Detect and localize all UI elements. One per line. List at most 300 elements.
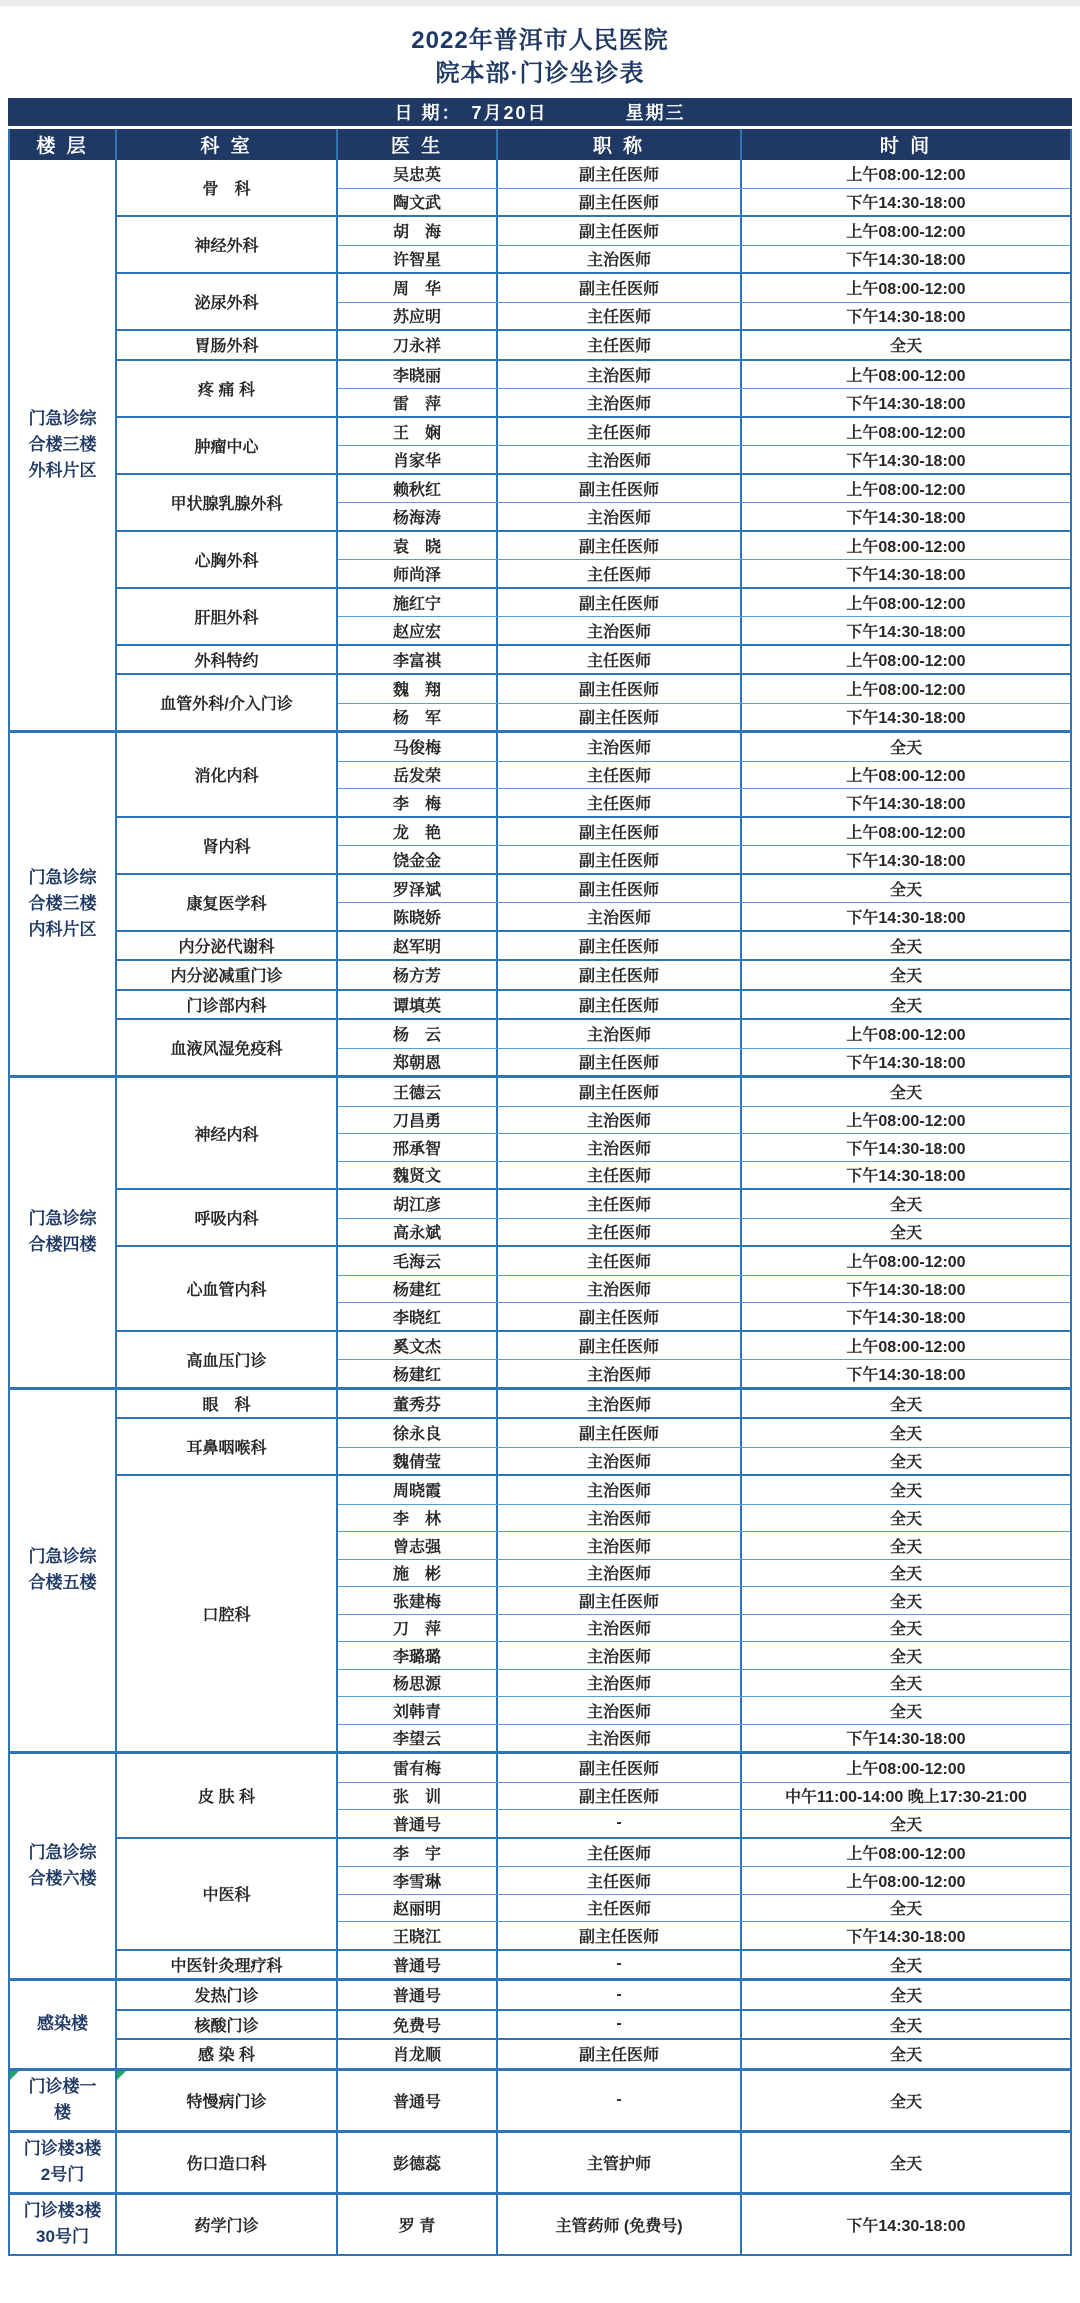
doctor-title-cell: 主任医师	[498, 1162, 742, 1189]
doctor-title-cell: 主任医师	[498, 1247, 742, 1275]
date-label: 日 期：	[394, 103, 462, 123]
doctor-time-cell: 下午14:30-18:00	[846, 452, 966, 470]
floor-cell	[10, 1390, 117, 1752]
doctor-name-cell: 周晓霞	[338, 1476, 498, 1504]
doctor-time-cell: 上午08:00-12:00	[846, 1873, 966, 1891]
doctor-title-cell: 主任医师	[498, 1867, 742, 1894]
doctor-time-cell: 全天	[889, 338, 922, 356]
doctor-time-cell: 全天	[889, 1483, 922, 1501]
department-row	[117, 160, 1070, 215]
doctor-name-cell: 邢承智	[338, 1134, 498, 1161]
floor-section	[10, 160, 1070, 730]
doctor-row	[338, 1302, 1070, 1330]
doctor-time-cell: 下午14:30-18:00	[846, 1731, 966, 1749]
doctor-time-cell: 下午14:30-18:00	[846, 1928, 966, 1946]
doctor-name-cell: 吴忠英	[338, 160, 498, 188]
departments-group	[117, 1078, 1070, 1387]
department-cell: 呼吸内科	[117, 1190, 338, 1245]
floor-label-line: 合楼六楼	[28, 1869, 97, 1888]
doctor-name-cell: 杨 云	[338, 1020, 498, 1048]
doctor-name-cell: 刀昌勇	[338, 1107, 498, 1134]
department-row	[117, 1474, 1070, 1751]
doctor-title-cell: 副主任医师	[498, 961, 742, 989]
doctor-row	[338, 1696, 1070, 1724]
department-cell: 中医科	[117, 1839, 338, 1949]
doctor-row	[338, 1247, 1070, 1275]
department-row	[117, 1390, 1070, 1418]
doctor-row	[338, 932, 1070, 960]
department-row	[117, 1417, 1070, 1474]
doctor-row	[338, 845, 1070, 873]
doctor-name-cell: 魏倩莹	[338, 1448, 498, 1475]
floor-cell	[10, 1754, 117, 1978]
department-cell: 疼 痛 科	[117, 361, 338, 416]
page-top-edge	[0, 0, 1080, 6]
doctor-title-cell: 主治医师	[498, 1670, 742, 1697]
doctor-time-cell: 全天	[889, 1957, 922, 1975]
doctor-title-cell: 副主任医师	[498, 1754, 742, 1782]
doctor-row	[338, 646, 1070, 674]
doctor-time-cell: 全天	[889, 1197, 922, 1215]
doctor-time-cell: 上午08:00-12:00	[846, 367, 966, 385]
floor-section	[10, 1978, 1070, 2068]
floor-section	[10, 730, 1070, 1075]
doctor-name-cell: 普通号	[338, 2071, 498, 2130]
doctor-title-cell: -	[498, 2071, 742, 2130]
doctor-name-cell: 龙 艳	[338, 818, 498, 846]
doctor-title-cell: 主任医师	[498, 1219, 742, 1246]
doctor-name-cell: 刘韩青	[338, 1697, 498, 1724]
doctor-time-cell: 全天	[889, 968, 922, 986]
doctor-time-cell: 全天	[889, 1816, 922, 1834]
department-row	[117, 416, 1070, 473]
doctor-row	[338, 1106, 1070, 1134]
doctor-time-cell: 下午14:30-18:00	[846, 795, 966, 813]
floor-label-line: 楼	[54, 2103, 71, 2122]
doctor-row	[338, 1839, 1070, 1867]
doctor-row	[338, 532, 1070, 560]
floor-label-line: 门诊楼一	[28, 2077, 97, 2096]
doctor-title-cell: 主任医师	[498, 331, 742, 359]
doctor-name-cell: 杨思源	[338, 1670, 498, 1697]
doctor-name-cell: 王晓江	[338, 1922, 498, 1949]
departments-group	[117, 2133, 1070, 2192]
doctor-name-cell: 普通号	[338, 1981, 498, 2009]
doctors-group	[338, 160, 1070, 215]
doctor-title-cell: 主任医师	[498, 1839, 742, 1867]
department-row	[117, 1018, 1070, 1075]
doctor-title-cell: -	[498, 1951, 742, 1979]
doctor-row	[338, 961, 1070, 989]
doctor-title-cell: 副主任医师	[498, 1078, 742, 1106]
doctor-time-cell: 上午08:00-12:00	[846, 1845, 966, 1863]
doctor-name-cell: 李晓红	[338, 1303, 498, 1330]
doctor-row	[338, 502, 1070, 530]
doctor-time-cell: 上午08:00-12:00	[846, 768, 966, 786]
doctor-time-cell: 中午11:00-14:00 晚上17:30-21:00	[785, 1789, 1027, 1807]
doctor-time-cell: 下午14:30-18:00	[846, 1140, 966, 1158]
doctor-name-cell: 徐永良	[338, 1419, 498, 1447]
doctor-row	[338, 1218, 1070, 1246]
doctors-group	[338, 2011, 1070, 2039]
floor-label-line: 门急诊综	[28, 1209, 97, 1229]
doctor-title-cell: 副主任医师	[498, 532, 742, 560]
doctor-title-cell: 主治医师	[498, 1360, 742, 1387]
doctors-group	[338, 217, 1070, 272]
doctor-row	[338, 1724, 1070, 1752]
doctor-title-cell: 主治医师	[498, 1725, 742, 1752]
header-department: 科 室	[117, 129, 338, 160]
floor-label-line: 外科片区	[28, 461, 97, 480]
doctor-row	[338, 902, 1070, 930]
floor-cell	[10, 733, 117, 1075]
doctor-time-cell: 全天	[889, 1648, 922, 1666]
doctor-time-cell: 全天	[889, 2155, 922, 2173]
doctor-title-cell: 副主任医师	[498, 1587, 742, 1614]
doctor-row	[338, 1190, 1070, 1218]
doctor-row	[338, 1586, 1070, 1614]
doctor-row	[338, 1981, 1070, 2009]
doctor-name-cell: 谭填英	[338, 991, 498, 1019]
department-cell: 眼 科	[117, 1390, 338, 1418]
department-row	[117, 1981, 1070, 2009]
doctor-row	[338, 1531, 1070, 1559]
doctor-title-cell: 主治医师	[498, 1107, 742, 1134]
doctor-title-cell: 主治医师	[498, 1615, 742, 1642]
floor-section	[10, 2192, 1070, 2254]
doctor-time-cell: 下午14:30-18:00	[846, 1055, 966, 1073]
doctor-row	[338, 1275, 1070, 1303]
department-row	[117, 989, 1070, 1019]
doctors-group	[338, 1981, 1070, 2009]
doctor-row	[338, 1951, 1070, 1979]
doctor-row	[338, 761, 1070, 789]
doctors-group	[338, 991, 1070, 1019]
department-cell: 内分泌代谢科	[117, 932, 338, 960]
doctor-row	[338, 875, 1070, 903]
department-cell: 泌尿外科	[117, 274, 338, 329]
doctor-name-cell: 肖家华	[338, 446, 498, 473]
doctor-row	[338, 388, 1070, 416]
doctors-group	[338, 733, 1070, 816]
floor-label-line: 内科片区	[28, 920, 97, 939]
doctor-row	[338, 2071, 1070, 2130]
department-cell: 感 染 科	[117, 2040, 338, 2068]
departments-group	[117, 160, 1070, 730]
doctor-title-cell: 副主任医师	[498, 475, 742, 503]
doctor-row	[338, 475, 1070, 503]
floor-label-line: 30号门	[36, 2227, 89, 2246]
doctor-name-cell: 王 娴	[338, 418, 498, 446]
doctor-name-cell: 董秀芬	[338, 1390, 498, 1418]
department-row	[117, 816, 1070, 873]
floor-cell	[10, 2071, 117, 2130]
department-cell: 高血压门诊	[117, 1332, 338, 1387]
floor-label-line: 合楼四楼	[28, 1235, 97, 1255]
doctor-name-cell: 高永斌	[338, 1219, 498, 1246]
doctors-group	[338, 1190, 1070, 1245]
doctor-name-cell: 张 训	[338, 1783, 498, 1810]
departments-group	[117, 1390, 1070, 1752]
doctor-name-cell: 雷 萍	[338, 389, 498, 416]
doctor-time-cell: 全天	[889, 2017, 922, 2035]
table-header-row	[10, 129, 1070, 160]
department-row	[117, 2009, 1070, 2039]
doctor-row	[338, 188, 1070, 216]
doctor-title-cell: 主治医师	[498, 1476, 742, 1504]
doctor-row	[338, 445, 1070, 473]
doctors-group	[338, 331, 1070, 359]
hospital-title-line1: 2022年普洱市人民医院	[411, 27, 669, 54]
doctor-title-cell: 主治医师	[498, 1276, 742, 1303]
doctor-time-cell: 全天	[889, 2093, 922, 2111]
doctor-time-cell: 上午08:00-12:00	[846, 1338, 966, 1356]
doctor-name-cell: 杨 军	[338, 704, 498, 731]
date-bar	[8, 98, 1072, 126]
doctor-row	[338, 788, 1070, 816]
doctor-title-cell: 主任医师	[498, 789, 742, 816]
doctor-row	[338, 160, 1070, 188]
doctor-name-cell: 赵丽明	[338, 1895, 498, 1922]
doctors-group	[338, 1476, 1070, 1751]
doctor-time-cell: 全天	[889, 881, 922, 899]
doctor-time-cell: 上午08:00-12:00	[846, 682, 966, 700]
doctor-row	[338, 1782, 1070, 1810]
doctor-title-cell: 副主任医师	[498, 274, 742, 302]
doctor-title-cell: 主管药师 (免费号)	[498, 2195, 742, 2254]
department-cell: 神经外科	[117, 217, 338, 272]
doctor-row	[338, 733, 1070, 761]
doctor-time-cell: 下午14:30-18:00	[846, 252, 966, 270]
department-row	[117, 215, 1070, 272]
doctor-row	[338, 331, 1070, 359]
doctor-title-cell: -	[498, 1981, 742, 2009]
doctors-group	[338, 532, 1070, 587]
doctor-name-cell: 杨方芳	[338, 961, 498, 989]
floor-label-line: 合楼五楼	[28, 1573, 97, 1593]
doctor-time-cell: 上午08:00-12:00	[846, 481, 966, 499]
doctor-title-cell: 副主任医师	[498, 2040, 742, 2068]
doctor-row	[338, 1504, 1070, 1532]
doctor-time-cell: 上午08:00-12:00	[846, 424, 966, 442]
doctor-title-cell: 副主任医师	[498, 1332, 742, 1360]
doctor-title-cell: 主任医师	[498, 646, 742, 674]
doctors-group	[338, 818, 1070, 873]
doctors-group	[338, 589, 1070, 644]
department-cell: 耳鼻咽喉科	[117, 1419, 338, 1474]
doctor-time-cell: 下午14:30-18:00	[846, 509, 966, 527]
doctor-time-cell: 全天	[889, 1988, 922, 2006]
department-row	[117, 329, 1070, 359]
doctor-time-cell: 全天	[889, 1225, 922, 1243]
doctor-title-cell: 副主任医师	[498, 1303, 742, 1330]
schedule-table	[8, 129, 1072, 2256]
department-row	[117, 2038, 1070, 2068]
doctor-title-cell: 副主任医师	[498, 189, 742, 216]
department-row	[117, 733, 1070, 816]
doctor-time-cell: 上午08:00-12:00	[846, 595, 966, 613]
doctor-row	[338, 1754, 1070, 1782]
floor-section	[10, 1387, 1070, 1752]
doctor-name-cell: 陶文武	[338, 189, 498, 216]
floor-label-line: 2号门	[40, 2165, 85, 2184]
floor-label-line: 门急诊综	[28, 1547, 97, 1567]
doctor-name-cell: 赖秋红	[338, 475, 498, 503]
doctors-group	[338, 1754, 1070, 1837]
departments-group	[117, 733, 1070, 1075]
department-cell: 特慢病门诊	[117, 2071, 338, 2130]
doctor-row	[338, 675, 1070, 703]
doctors-group	[338, 361, 1070, 416]
floor-label-line: 感染楼	[37, 2014, 88, 2034]
doctors-group	[338, 274, 1070, 329]
doctor-time-cell: 下午14:30-18:00	[846, 1309, 966, 1327]
doctor-row	[338, 559, 1070, 587]
department-cell: 皮 肤 科	[117, 1754, 338, 1837]
doctor-time-cell: 下午14:30-18:00	[846, 395, 966, 413]
doctor-name-cell: 李 梅	[338, 789, 498, 816]
doctor-name-cell: 免费号	[338, 2011, 498, 2039]
doctor-title-cell: 副主任医师	[498, 160, 742, 188]
doctor-title-cell: 主任医师	[498, 1895, 742, 1922]
doctor-time-cell: 上午08:00-12:00	[846, 281, 966, 299]
doctor-title-cell: 副主任医师	[498, 1922, 742, 1949]
floor-cell	[10, 2133, 117, 2192]
department-cell: 骨 科	[117, 160, 338, 215]
doctors-group	[338, 1247, 1070, 1330]
doctor-time-cell: 全天	[889, 1426, 922, 1444]
doctor-title-cell: 主治医师	[498, 1448, 742, 1475]
weekday-value: 星期三	[625, 103, 686, 123]
doctor-name-cell: 李富祺	[338, 646, 498, 674]
hospital-title-line2: 院本部·门诊坐诊表	[435, 60, 645, 87]
department-cell: 血管外科/介入门诊	[117, 675, 338, 730]
doctors-group	[338, 1078, 1070, 1188]
doctor-row	[338, 1133, 1070, 1161]
doctor-row	[338, 703, 1070, 731]
department-cell: 伤口造口科	[117, 2133, 338, 2192]
header-doctor: 医 生	[338, 129, 498, 160]
doctor-title-cell: 副主任医师	[498, 932, 742, 960]
doctor-name-cell: 郑朝恩	[338, 1049, 498, 1076]
doctor-row	[338, 1921, 1070, 1949]
doctor-title-cell: 主治医师	[498, 503, 742, 530]
doctor-name-cell: 饶金金	[338, 846, 498, 873]
doctor-row	[338, 2040, 1070, 2068]
doctors-group	[338, 1020, 1070, 1075]
doctor-title-cell: 主治医师	[498, 1560, 742, 1587]
doctor-time-cell: 全天	[889, 1538, 922, 1556]
doctor-row	[338, 616, 1070, 644]
doctor-time-cell: 全天	[889, 1454, 922, 1472]
doctors-group	[338, 675, 1070, 730]
doctor-row	[338, 1419, 1070, 1447]
doctor-row	[338, 1894, 1070, 1922]
department-cell: 甲状腺乳腺外科	[117, 475, 338, 530]
doctor-name-cell: 刀永祥	[338, 331, 498, 359]
department-row	[117, 673, 1070, 730]
doctor-name-cell: 胡 海	[338, 217, 498, 245]
doctor-time-cell: 上午08:00-12:00	[846, 1254, 966, 1272]
floor-cell	[10, 1078, 117, 1387]
department-row	[117, 1754, 1070, 1837]
doctor-title-cell: 副主任医师	[498, 217, 742, 245]
doctor-time-cell: 全天	[889, 2047, 922, 2065]
doctors-group	[338, 1419, 1070, 1474]
doctor-name-cell: 李望云	[338, 1725, 498, 1752]
doctor-time-cell: 下午14:30-18:00	[846, 623, 966, 641]
department-cell: 药学门诊	[117, 2195, 338, 2254]
date-value: 7月20日	[471, 103, 548, 123]
doctor-name-cell: 魏贤文	[338, 1162, 498, 1189]
department-cell: 内分泌减重门诊	[117, 961, 338, 989]
doctor-time-cell: 全天	[889, 1703, 922, 1721]
doctor-row	[338, 361, 1070, 389]
doctor-row	[338, 1809, 1070, 1837]
doctor-title-cell: 副主任医师	[498, 1419, 742, 1447]
doctor-name-cell: 岳发荣	[338, 762, 498, 789]
department-row	[117, 1188, 1070, 1245]
doctor-row	[338, 1476, 1070, 1504]
doctor-name-cell: 张建梅	[338, 1587, 498, 1614]
doctor-row	[338, 1559, 1070, 1587]
doctor-time-cell: 下午14:30-18:00	[846, 1366, 966, 1384]
department-cell: 神经内科	[117, 1078, 338, 1188]
doctor-time-cell: 全天	[889, 1676, 922, 1694]
doctor-row	[338, 1078, 1070, 1106]
doctor-title-cell: 副主任医师	[498, 704, 742, 731]
doctor-time-cell: 全天	[889, 1396, 922, 1414]
department-row	[117, 1330, 1070, 1387]
doctor-row	[338, 1669, 1070, 1697]
department-cell: 发热门诊	[117, 1981, 338, 2009]
department-row	[117, 959, 1070, 989]
doctors-group	[338, 2133, 1070, 2192]
doctor-name-cell: 许智星	[338, 246, 498, 273]
doctor-title-cell: 副主任医师	[498, 818, 742, 846]
doctor-title-cell: 副主任医师	[498, 846, 742, 873]
department-cell: 心血管内科	[117, 1247, 338, 1330]
department-cell: 口腔科	[117, 1476, 338, 1751]
doctors-group	[338, 1839, 1070, 1949]
doctor-name-cell: 赵军明	[338, 932, 498, 960]
doctor-title-cell: 主任医师	[498, 1190, 742, 1218]
doctor-name-cell: 杨建红	[338, 1276, 498, 1303]
doctor-time-cell: 上午08:00-12:00	[846, 538, 966, 556]
doctor-time-cell: 上午08:00-12:00	[846, 1027, 966, 1045]
doctor-name-cell: 周 华	[338, 274, 498, 302]
departments-group	[117, 1754, 1070, 1978]
doctor-row	[338, 245, 1070, 273]
doctors-group	[338, 2040, 1070, 2068]
doctor-title-cell: -	[498, 2011, 742, 2039]
doctor-row	[338, 991, 1070, 1019]
departments-group	[117, 1981, 1070, 2068]
doctor-time-cell: 下午14:30-18:00	[846, 309, 966, 327]
floor-label-line: 门诊楼3楼	[23, 2201, 102, 2220]
doctor-name-cell: 马俊梅	[338, 733, 498, 761]
doctor-name-cell: 王德云	[338, 1078, 498, 1106]
table-body	[10, 160, 1070, 2254]
department-cell: 肾内科	[117, 818, 338, 873]
doctor-time-cell: 下午14:30-18:00	[846, 852, 966, 870]
doctor-name-cell: 施红宁	[338, 589, 498, 617]
page-title	[8, 8, 1072, 98]
doctor-time-cell: 上午08:00-12:00	[846, 224, 966, 242]
doctor-time-cell: 上午08:00-12:00	[846, 1761, 966, 1779]
doctor-title-cell: 副主任医师	[498, 589, 742, 617]
department-row	[117, 587, 1070, 644]
